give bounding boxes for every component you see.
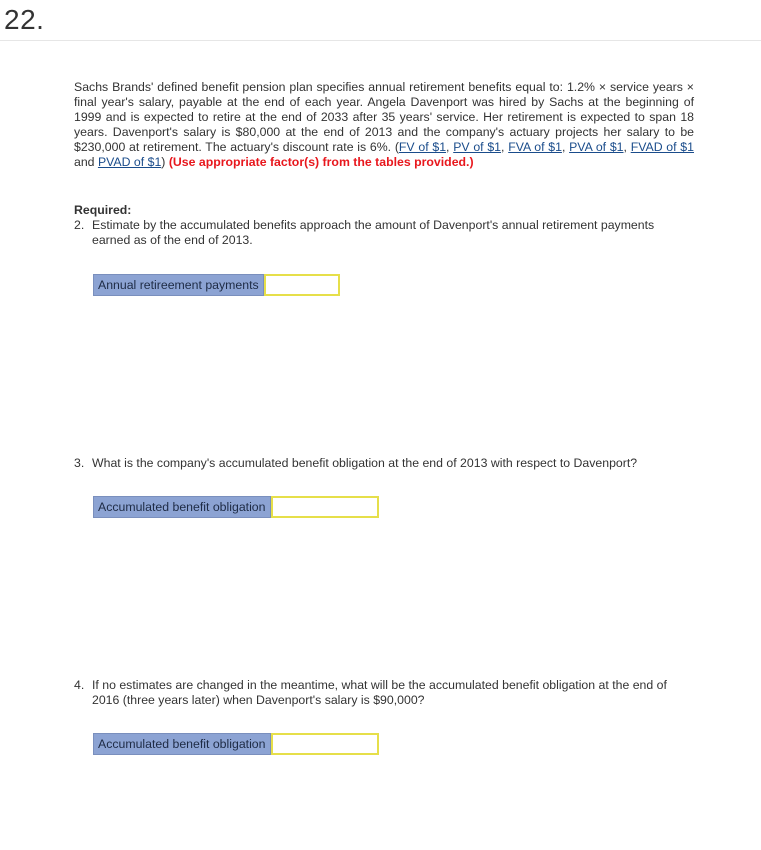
- abo-2016-label: Accumulated benefit obligation: [93, 733, 271, 755]
- problem-statement: Sachs Brands' defined benefit pension plan specifies annual retirement benefits equal to: 1.2% × service years × final year's salary, payable at the end of each year. Angela Davenport was hired by Sachs at the beginning of 1999 and is expected to retire at the end of 2033 after 35 years' service. Her retirement is expected to span 18 years. Davenport's salary is $80,000 at the end of 2013 and the company's actuary projects her salary to be $230,000 at retirement. The actuary's discount rate is 6%. (FV of $1, PV of $1, FVA of $1, PVA of $1, FVAD of $1 and PVAD of $1) (Use appropriate factor(s) from the tables provided.): [74, 80, 694, 169]
- answer-row-q4: [93, 733, 379, 755]
- problem-text: Sachs Brands' defined benefit pension plan specifies annual retirement benefits equal to: 1.2% × service years × final year's salary, payable at the end of each year. Angela Davenport was hired by Sachs at the beginning of 1999 and is expected to retire at the end of 2033 after 35 years' service. Her retirement is expected to span 18 years. Davenport's salary is $80,000 at the end of 2013 and the company's actuary projects her salary to be $230,000 at retirement. The actuary's discount rate is 6%. (: [74, 80, 694, 154]
- required-section: [74, 203, 694, 248]
- question-3: [74, 456, 694, 471]
- question-2-number: 2.: [74, 218, 85, 232]
- abo-2016-input[interactable]: [271, 733, 379, 755]
- question-4-text: If no estimates are changed in the meantime, what will be the accumulated benefit obligation at the end of 2016 (three years later) when Davenport's salary is $90,000?: [92, 678, 667, 707]
- link-pv-of-1[interactable]: PV of $1: [453, 140, 502, 154]
- answer-row-q2: [93, 274, 340, 296]
- link-fvad-of-1[interactable]: FVAD of $1: [630, 140, 694, 154]
- annual-payments-input[interactable]: [264, 274, 340, 296]
- question-4-number: 4.: [74, 678, 85, 692]
- abo-2013-input[interactable]: [271, 496, 379, 518]
- problem-content: [74, 80, 694, 170]
- question-number: 22.: [4, 4, 45, 35]
- instruction-text: (Use appropriate factor(s) from the tables provided.): [168, 155, 474, 169]
- question-2-text: Estimate by the accumulated benefits approach the amount of Davenport's annual retirement payments earned as of the end of 2013.: [92, 218, 655, 247]
- question-3-number: 3.: [74, 456, 85, 470]
- required-title: Required:: [74, 203, 132, 217]
- header-divider: [0, 40, 761, 41]
- link-pva-of-1[interactable]: PVA of $1: [569, 140, 624, 154]
- question-2: [74, 218, 694, 248]
- question-3-text: What is the company's accumulated benefit obligation at the end of 2013 with respect to Davenport?: [92, 456, 638, 470]
- abo-2013-label: Accumulated benefit obligation: [93, 496, 271, 518]
- link-fv-of-1[interactable]: FV of $1: [398, 140, 447, 154]
- link-fva-of-1[interactable]: FVA of $1: [508, 140, 562, 154]
- link-pvad-of-1[interactable]: PVAD of $1: [97, 155, 162, 169]
- answer-row-q3: [93, 496, 379, 518]
- question-4: [74, 678, 694, 708]
- annual-payments-label: Annual retireement payments: [93, 274, 264, 296]
